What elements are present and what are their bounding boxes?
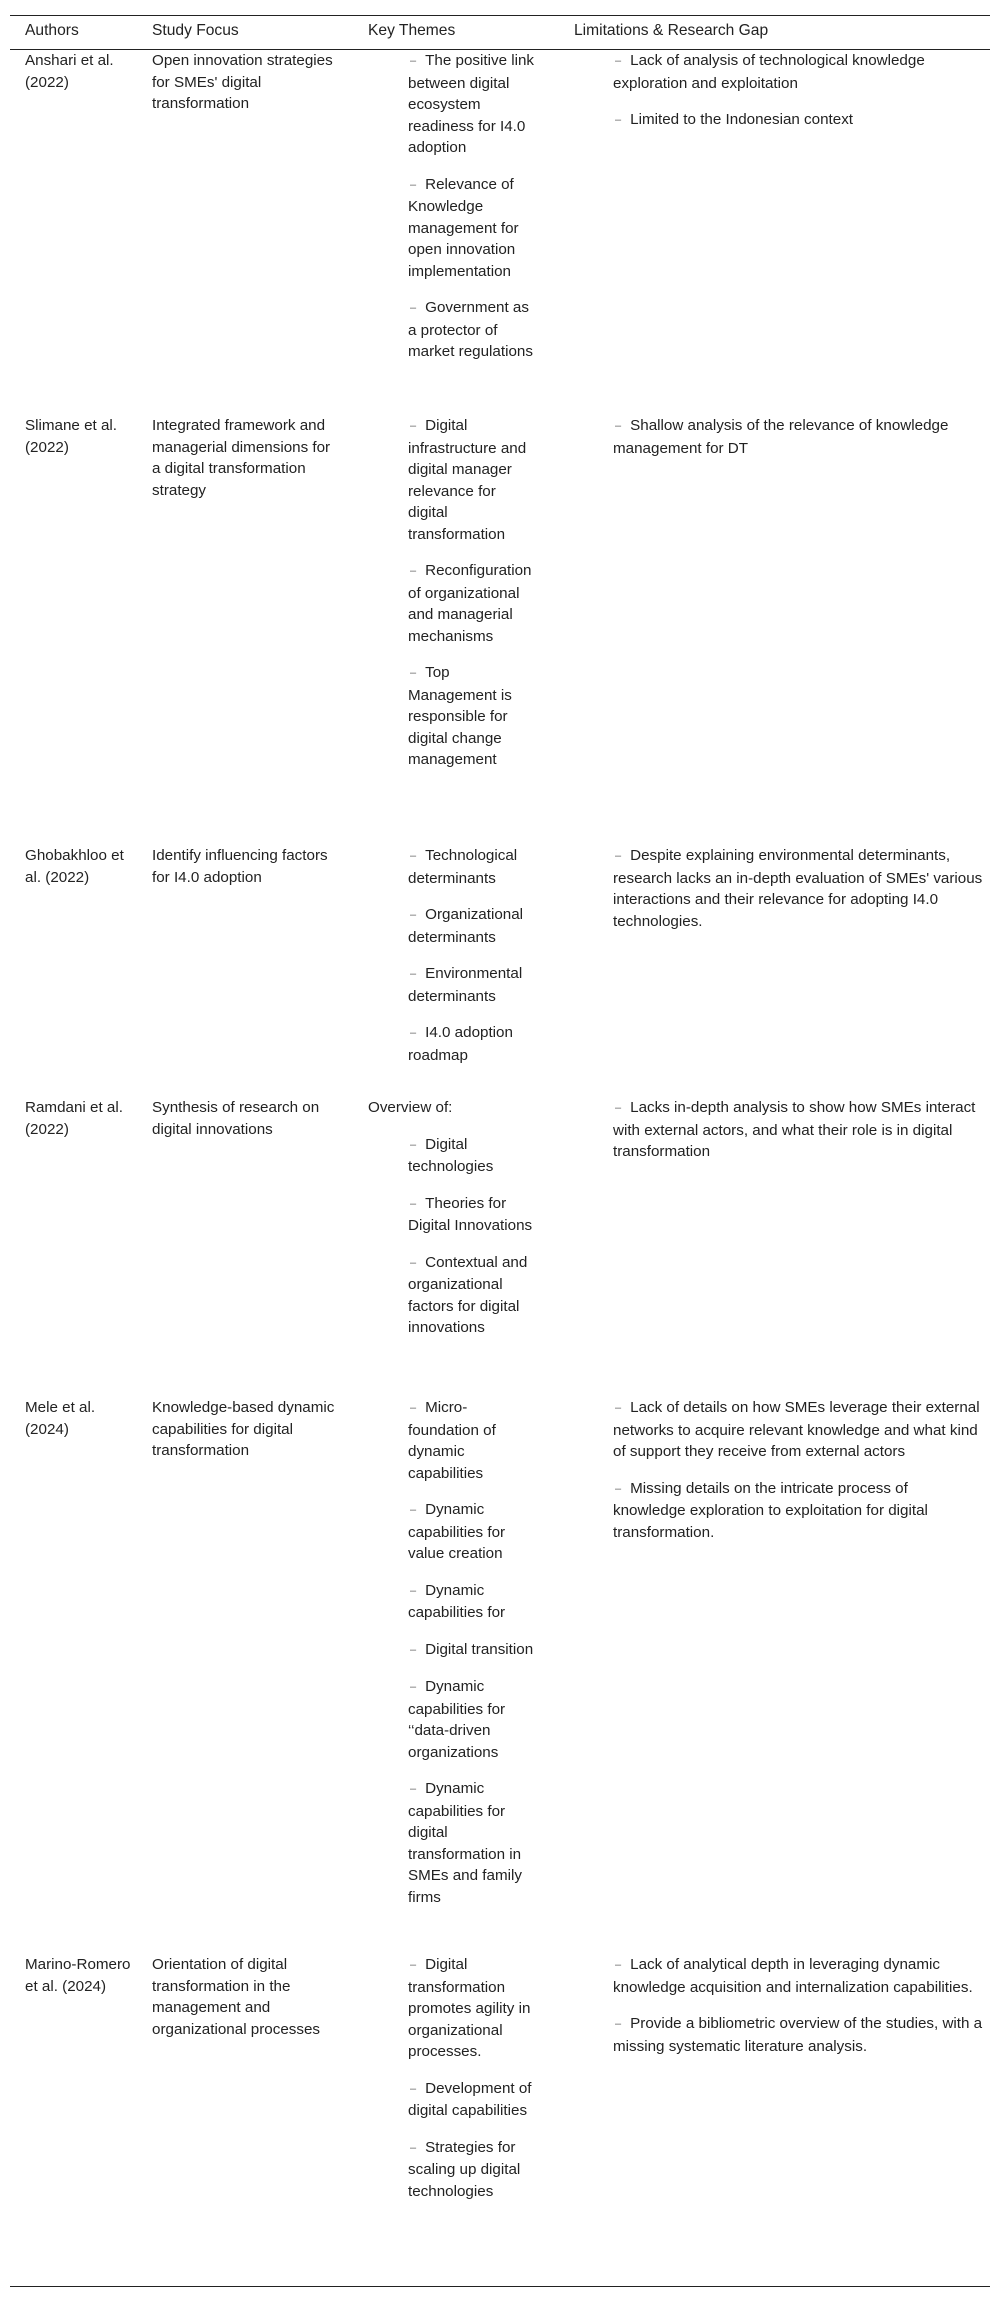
cell-study-focus: Integrated framework and managerial dimensions for a digital transformation strategy (152, 417, 331, 499)
list-item-text: Dynamic capabilities for (408, 1581, 506, 1621)
list-item (408, 297, 536, 363)
list-item (408, 1193, 536, 1237)
dash-bullet: – (615, 850, 622, 862)
list-item (408, 2137, 536, 2203)
list-item (408, 415, 536, 545)
dash-bullet: – (615, 420, 622, 432)
limitations-list (613, 50, 983, 132)
cell-authors: Mele et al. (2024) (25, 1399, 96, 1438)
dash-bullet: – (410, 1027, 417, 1039)
list-item-text: Micro-foundation of dynamic capabilities (408, 1399, 496, 1482)
list-item (613, 50, 983, 94)
dash-bullet: – (615, 55, 622, 67)
cell-authors: Slimane et al. (2022) (25, 417, 118, 456)
list-item (408, 174, 536, 283)
list-item-text: Dynamic capabilities for digital transformation in SMEs and family firms (408, 1780, 522, 1906)
list-item-text: Digital technologies (408, 1135, 494, 1175)
themes-list (368, 50, 543, 363)
dash-bullet: – (410, 2141, 417, 2154)
list-item-text: Digital transition (425, 1640, 534, 1658)
list-item-text: The positive link between digital ecosystem readiness for I4.0 adoption (408, 52, 535, 156)
cell-key-themes (368, 1397, 543, 1923)
themes-intro: Overview of: (368, 1099, 453, 1116)
list-item (408, 560, 536, 647)
limitations-list (613, 845, 983, 932)
cell-key-themes (368, 415, 543, 786)
cell-study-focus: Orientation of digital transformation in the management and organizational processes (152, 1956, 321, 2038)
themes-list (368, 1954, 543, 2202)
list-item-text: Despite explaining environmental determinants, research lacks an in-depth evaluation of SMEs' various interactions and their relevance for adopting I4.0 technologies. (613, 847, 983, 930)
cell-limitations (613, 415, 983, 474)
list-item-text: Technological determinants (408, 847, 518, 887)
list-item (408, 662, 536, 771)
dash-bullet: – (410, 909, 417, 921)
list-item (408, 1639, 536, 1662)
list-item (408, 1778, 536, 1908)
dash-bullet: – (410, 1783, 417, 1795)
cell-key-themes (368, 845, 543, 1081)
list-item-text: Lack of details on how SMEs leverage their external networks to acquire relevant knowledge and what kind of support they receive from external actors (613, 1399, 980, 1460)
list-item (408, 2078, 536, 2122)
cell-study-focus: Open innovation strategies for SMEs' digital transformation (152, 52, 333, 112)
limitations-list (613, 1397, 983, 1543)
dash-bullet: – (410, 1959, 417, 1971)
list-item-text: Contextual and organizational factors for digital innovations (408, 1253, 528, 1336)
list-item (613, 845, 983, 932)
dash-bullet: – (615, 1482, 622, 1495)
dash-bullet: – (410, 1504, 417, 1516)
cell-limitations (613, 845, 983, 947)
cell-key-themes (368, 50, 543, 378)
dash-bullet: – (410, 1197, 417, 1210)
list-item-text: Lack of analytical depth in leveraging dynamic knowledge acquisition and internalization capabilities. (613, 1956, 973, 1996)
dash-bullet: – (410, 2082, 417, 2095)
list-item-text: Digital transformation promotes agility in organizational processes. (408, 1956, 531, 2060)
list-item (613, 1478, 983, 1544)
list-item (408, 1397, 536, 1484)
limitations-list (613, 1097, 983, 1163)
list-item-text: Strategies for scaling up digital technologies (408, 2138, 521, 2200)
dash-bullet: – (410, 1256, 417, 1269)
table-bottom-rule (10, 2286, 990, 2287)
cell-limitations (613, 1954, 983, 2072)
list-item (408, 963, 536, 1007)
dash-bullet: – (410, 667, 417, 679)
list-item-text: Lack of analysis of technological knowledge exploration and exploitation (613, 52, 925, 92)
list-item (408, 1252, 536, 1339)
list-item (408, 1022, 536, 1066)
list-item-text: Limited to the Indonesian context (630, 111, 854, 128)
list-item (408, 845, 536, 889)
cell-limitations (613, 1097, 983, 1178)
list-item (408, 904, 536, 948)
list-item (613, 109, 983, 132)
cell-study-focus: Synthesis of research on digital innovations (152, 1099, 320, 1138)
cell-key-themes (368, 1097, 543, 1354)
header-limitations: Limitations & Research Gap (574, 22, 769, 39)
dash-bullet: – (410, 55, 417, 67)
header-authors: Authors (25, 22, 79, 39)
list-item (613, 415, 983, 459)
table-top-rule (10, 15, 990, 16)
dash-bullet: – (410, 1402, 417, 1414)
list-item-text: Relevance of Knowledge management for open innovation implementation (408, 175, 519, 280)
dash-bullet: – (410, 850, 417, 862)
dash-bullet: – (615, 2018, 622, 2030)
list-item (613, 1397, 983, 1463)
list-item-text: Environmental determinants (408, 965, 523, 1005)
list-item-text: Top Management is responsible for digital change management (408, 664, 512, 768)
list-item-text: Reconfiguration of organizational and managerial mechanisms (408, 562, 532, 645)
list-item (613, 1097, 983, 1163)
dash-bullet: – (615, 1102, 622, 1114)
list-item (408, 1499, 536, 1565)
cell-authors: Anshari et al. (2022) (25, 52, 114, 91)
header-key-themes: Key Themes (368, 22, 456, 39)
list-item-text: Digital infrastructure and digital manager relevance for digital transformation (408, 417, 527, 543)
cell-limitations (613, 50, 983, 147)
dash-bullet: – (615, 1402, 622, 1414)
cell-study-focus: Identify influencing factors for I4.0 adoption (152, 847, 328, 886)
themes-list (368, 1134, 543, 1339)
limitations-list (613, 415, 983, 459)
list-item-text: Shallow analysis of the relevance of knowledge management for DT (613, 417, 949, 457)
list-item (613, 1954, 983, 1998)
list-item-text: Missing details on the intricate process of knowledge exploration to exploitation for digital transformation. (613, 1479, 928, 1541)
cell-authors: Ramdani et al. (2022) (25, 1099, 123, 1138)
cell-key-themes (368, 1954, 543, 2217)
themes-list (368, 1397, 543, 1908)
list-item (408, 50, 536, 159)
cell-limitations (613, 1397, 983, 1558)
dash-bullet: – (410, 1138, 417, 1151)
list-item (408, 1676, 536, 1763)
list-item (408, 1134, 536, 1178)
dash-bullet: – (410, 1681, 417, 1693)
dash-bullet: – (410, 420, 417, 432)
header-study-focus: Study Focus (152, 22, 239, 39)
list-item-text: Provide a bibliometric overview of the studies, with a missing systematic literature analysis. (613, 2015, 983, 2055)
list-item (613, 2013, 983, 2057)
cell-authors: Marino-Romero et al. (2024) (25, 1956, 131, 1995)
list-item (408, 1954, 536, 2063)
dash-bullet: – (615, 114, 622, 126)
dash-bullet: – (410, 968, 417, 980)
cell-study-focus: Knowledge-based dynamic capabilities for digital transformation (152, 1399, 335, 1459)
list-item-text: I4.0 adoption roadmap (408, 1024, 513, 1064)
list-item-text: Dynamic capabilities for ‘‘data-driven organizations (408, 1678, 506, 1761)
list-item-text: Theories for Digital Innovations (408, 1194, 533, 1234)
dash-bullet: – (410, 302, 417, 314)
list-item (408, 1580, 536, 1624)
limitations-list (613, 1954, 983, 2057)
dash-bullet: – (410, 178, 417, 191)
cell-authors: Ghobakhloo et al. (2022) (25, 847, 124, 886)
dash-bullet: – (410, 1584, 417, 1597)
list-item-text: Lacks in-depth analysis to show how SMEs interact with external actors, and what their role is in digital transformation (613, 1099, 976, 1160)
themes-list (368, 845, 543, 1066)
list-item-text: Organizational determinants (408, 906, 524, 946)
list-item-text: Development of digital capabilities (408, 2079, 532, 2119)
themes-list (368, 415, 543, 771)
list-item-text: Government as a protector of market regulations (408, 299, 533, 360)
list-item-text: Dynamic capabilities for value creation (408, 1501, 506, 1562)
dash-bullet: – (615, 1959, 622, 1971)
dash-bullet: – (410, 1643, 417, 1656)
dash-bullet: – (410, 565, 417, 577)
